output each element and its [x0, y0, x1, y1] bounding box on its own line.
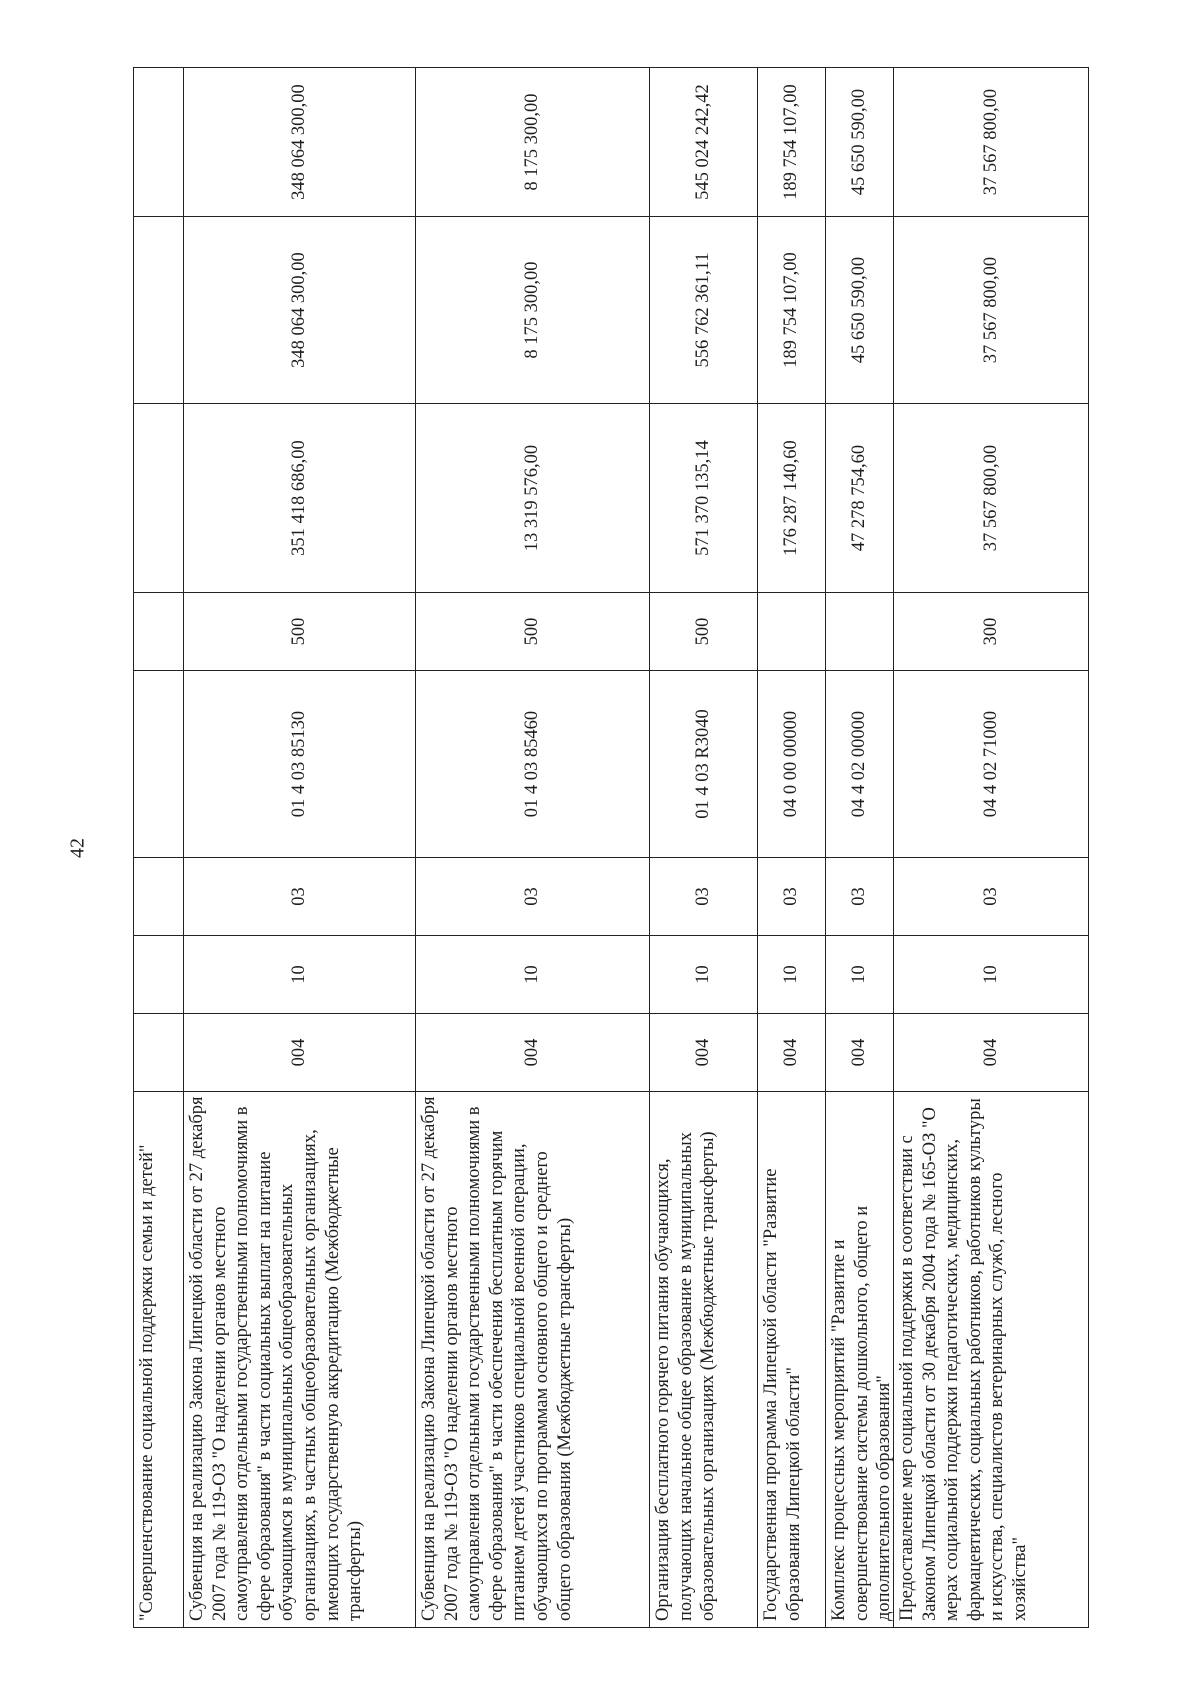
- row-admin-code: 004: [826, 1013, 894, 1091]
- row-admin-code: 004: [894, 1013, 1089, 1091]
- budget-table-frame: [133, 68, 1088, 1628]
- row-subsection: 03: [184, 857, 416, 935]
- row-admin-code: 004: [758, 1013, 826, 1091]
- table-row: [650, 67, 758, 1627]
- row-sum-year-2: 37 567 800,00: [894, 216, 1089, 403]
- row-sum-year-2: 556 762 361,11: [650, 216, 758, 403]
- row-sum-year-1: 571 370 135,14: [650, 403, 758, 592]
- row-program-code: 04 0 00 00000: [758, 670, 826, 857]
- row-program-code: 04 4 02 00000: [826, 670, 894, 857]
- row-admin-code: 004: [184, 1013, 416, 1091]
- row-sum-year-1: 47 278 754,60: [826, 403, 894, 592]
- row-expense-kind: [758, 592, 826, 670]
- row-sum-year-1: 176 287 140,60: [758, 403, 826, 592]
- row-program-code: 01 4 03 R3040: [650, 670, 758, 857]
- row-subsection: [134, 857, 184, 935]
- table-row: [826, 67, 894, 1627]
- row-expense-kind: 300: [894, 592, 1089, 670]
- row-name: Организация бесплатного горячего питания обучающихся, получающих начальное общее образование в муниципальных образовательных организациях (Межбюджетные трансферты): [650, 1091, 758, 1627]
- row-section: 10: [826, 935, 894, 1013]
- row-program-code: 04 4 02 71000: [894, 670, 1089, 857]
- row-admin-code: [134, 1013, 184, 1091]
- row-name: Субвенция на реализацию Закона Липецкой области от 27 декабря 2007 года № 119-ОЗ "О наделении органов местного самоуправления отдельными государственными полномочиями в сфере образования" в части социальных выплат на питание обучающимся в муниципальных общеобразовательных организациях, в частных общеобразовательных организациях, имеющих государственную аккредитацию (Межбюджетные трансферты): [184, 1091, 416, 1627]
- row-section: [134, 935, 184, 1013]
- row-expense-kind: [134, 592, 184, 670]
- row-sum-year-2: 189 754 107,00: [758, 216, 826, 403]
- row-name: "Совершенствование социальной поддержки семьи и детей": [134, 1091, 184, 1627]
- row-section: 10: [184, 935, 416, 1013]
- row-section: 10: [650, 935, 758, 1013]
- row-sum-year-2: 8 175 300,00: [416, 216, 650, 403]
- row-section: 10: [758, 935, 826, 1013]
- row-sum-year-1: [134, 403, 184, 592]
- row-section: 10: [416, 935, 650, 1013]
- row-sum-year-3: 37 567 800,00: [894, 67, 1089, 216]
- row-admin-code: 004: [416, 1013, 650, 1091]
- row-sum-year-3: 189 754 107,00: [758, 67, 826, 216]
- row-sum-year-3: 545 024 242,42: [650, 67, 758, 216]
- row-expense-kind: 500: [650, 592, 758, 670]
- row-sum-year-3: 45 650 590,00: [826, 67, 894, 216]
- row-section: 10: [894, 935, 1089, 1013]
- row-subsection: 03: [758, 857, 826, 935]
- row-admin-code: 004: [650, 1013, 758, 1091]
- row-subsection: 03: [894, 857, 1089, 935]
- budget-table: [133, 67, 1089, 1628]
- table-row: [416, 67, 650, 1627]
- row-program-code: [134, 670, 184, 857]
- row-sum-year-3: 348 064 300,00: [184, 67, 416, 216]
- row-name: Предоставление мер социальной поддержки в соответствии с Законом Липецкой области от 30 декабря 2004 года № 165-ОЗ "О мерах социальной поддержки педагогических, медицинских, фармацевтических, социальных работников, работников культуры и искусства, специалистов ветеринарных служб, лесного хозяйства": [894, 1091, 1089, 1627]
- row-sum-year-1: 351 418 686,00: [184, 403, 416, 592]
- row-subsection: 03: [416, 857, 650, 935]
- row-name: Комплекс процессных мероприятий "Развитие и совершенствование системы дошкольного, общего и дополнительного образования": [826, 1091, 894, 1627]
- row-sum-year-3: [134, 67, 184, 216]
- row-sum-year-3: 8 175 300,00: [416, 67, 650, 216]
- row-sum-year-1: 37 567 800,00: [894, 403, 1089, 592]
- row-program-code: 01 4 03 85460: [416, 670, 650, 857]
- table-row: [894, 67, 1089, 1627]
- page-number: 42: [66, 838, 89, 858]
- table-row: [134, 67, 184, 1627]
- table-row: [184, 67, 416, 1627]
- row-sum-year-2: [134, 216, 184, 403]
- row-expense-kind: 500: [184, 592, 416, 670]
- row-program-code: 01 4 03 85130: [184, 670, 416, 857]
- row-sum-year-1: 13 319 576,00: [416, 403, 650, 592]
- row-expense-kind: [826, 592, 894, 670]
- row-subsection: 03: [650, 857, 758, 935]
- row-subsection: 03: [826, 857, 894, 935]
- row-name: Государственная программа Липецкой области "Развитие образования Липецкой области": [758, 1091, 826, 1627]
- row-sum-year-2: 348 064 300,00: [184, 216, 416, 403]
- row-sum-year-2: 45 650 590,00: [826, 216, 894, 403]
- row-name: Субвенция на реализацию Закона Липецкой области от 27 декабря 2007 года № 119-ОЗ "О наделении органов местного самоуправления отдельными государственными полномочиями в сфере образования" в части обеспечения бесплатным горячим питанием детей участников специальной военной операции, обучающихся по программам основного общего и среднего общего образования (Межбюджетные трансферты): [416, 1091, 650, 1627]
- table-row: [758, 67, 826, 1627]
- row-expense-kind: 500: [416, 592, 650, 670]
